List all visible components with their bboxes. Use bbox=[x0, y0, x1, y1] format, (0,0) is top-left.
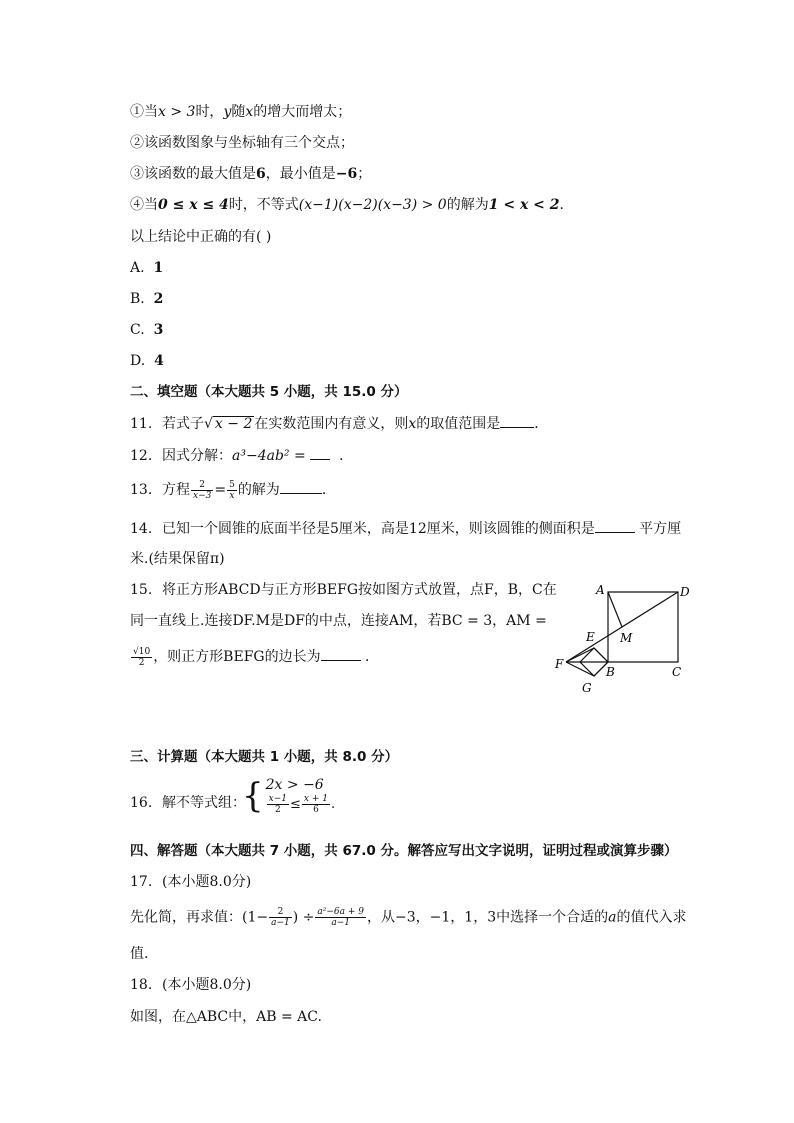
label-m: M bbox=[620, 631, 633, 645]
option-d[interactable]: D. 4 bbox=[130, 353, 164, 369]
statement-3: ③该函数的最大值是6，最小值是−6； bbox=[130, 166, 372, 182]
label-c: C bbox=[672, 665, 682, 679]
label-a: A bbox=[596, 583, 605, 597]
question-15-line-1: 15. 将正方形ABCD与正方形BEFG按如图方式放置，点F，B，C在 bbox=[130, 582, 557, 598]
option-c[interactable]: C. 3 bbox=[130, 322, 164, 338]
inequality-system: { 2x > −6 $\frac{x-1}{2}$ ≤ $\frac{x + 1}{6}$ . bbox=[242, 775, 336, 816]
statement-2: ②该函数图象与坐标轴有三个交点； bbox=[130, 135, 354, 151]
answer-blank-15[interactable] bbox=[321, 646, 361, 661]
statement-4: ④当0 ≤ x ≤ 4时，不等式(x−1)(x−2)(x−3) > 0的解为1 < x < 2． bbox=[130, 197, 574, 213]
label-b: B bbox=[606, 665, 615, 679]
question-17-line-2: 值. bbox=[130, 946, 149, 962]
geometry-figure bbox=[550, 580, 700, 700]
question-13: 13. 方程 $\frac{2}{x-3}$ = $\frac{5}{x}$ 的解为 ． bbox=[130, 479, 336, 501]
section-3-heading: 三、计算题（本大题共 1 小题，共 8.0 分） bbox=[130, 749, 399, 765]
answer-blank-12[interactable] bbox=[310, 445, 330, 460]
question-18-text: 如图，在△ABC中，AB = AC. bbox=[130, 1009, 322, 1025]
question-15-line-2: 同一直线上.连接DF.M是DF的中点，连接AM，若BC = 3，AM = bbox=[130, 613, 547, 629]
segment-am bbox=[608, 592, 622, 627]
option-a[interactable]: A. 1 bbox=[130, 260, 164, 276]
option-b[interactable]: B. 2 bbox=[130, 291, 164, 307]
answer-blank-14[interactable] bbox=[595, 518, 635, 533]
question-stem: 以上结论中正确的有( ) bbox=[130, 229, 272, 245]
question-15-line-3: $\frac{√10}{2}$ ，则正方形BEFG的边长为 ． bbox=[133, 646, 380, 668]
square-abcd bbox=[608, 592, 678, 662]
label-e: E bbox=[586, 630, 595, 644]
question-18-header: 18. (本小题8.0分) bbox=[130, 977, 252, 993]
label-g: G bbox=[582, 681, 592, 695]
statement-1: ①当x > 3时，y随x的增大而增太； bbox=[130, 104, 352, 120]
question-11: 11. 若式子√ x − 2 在实数范围内有意义，则x的取值范围是 ． bbox=[130, 413, 548, 434]
question-16: 16. 解不等式组： bbox=[130, 795, 246, 811]
answer-blank-13[interactable] bbox=[280, 479, 322, 494]
answer-blank-11[interactable] bbox=[500, 413, 534, 428]
question-17-line-1: 先化简，再求值：(1− $\frac{2}{a-1}$ ) ÷ $\frac{\text{a²−6a + 9}}{a-1}$ ，从−3，−1，1，3中选择一个合适的a的值代入求 bbox=[130, 907, 687, 928]
question-17-header: 17. (本小题8.0分) bbox=[130, 874, 252, 890]
question-12: 12. 因式分解：a³−4ab² = ． bbox=[130, 445, 353, 466]
section-2-heading: 二、填空题（本大题共 5 小题，共 15.0 分） bbox=[130, 384, 408, 400]
section-4-heading: 四、解答题（本大题共 7 小题，共 67.0 分。解答应写出文字说明，证明过程或演算步骤） bbox=[130, 843, 678, 859]
label-d: D bbox=[680, 585, 690, 599]
question-14-line-2: 米.(结果保留π) bbox=[130, 551, 225, 567]
question-14-line-1: 14. 已知一个圆锥的底面半径是5厘米，高是12厘米，则该圆锥的侧面积是 平方厘 bbox=[130, 518, 681, 539]
label-f: F bbox=[555, 657, 564, 671]
